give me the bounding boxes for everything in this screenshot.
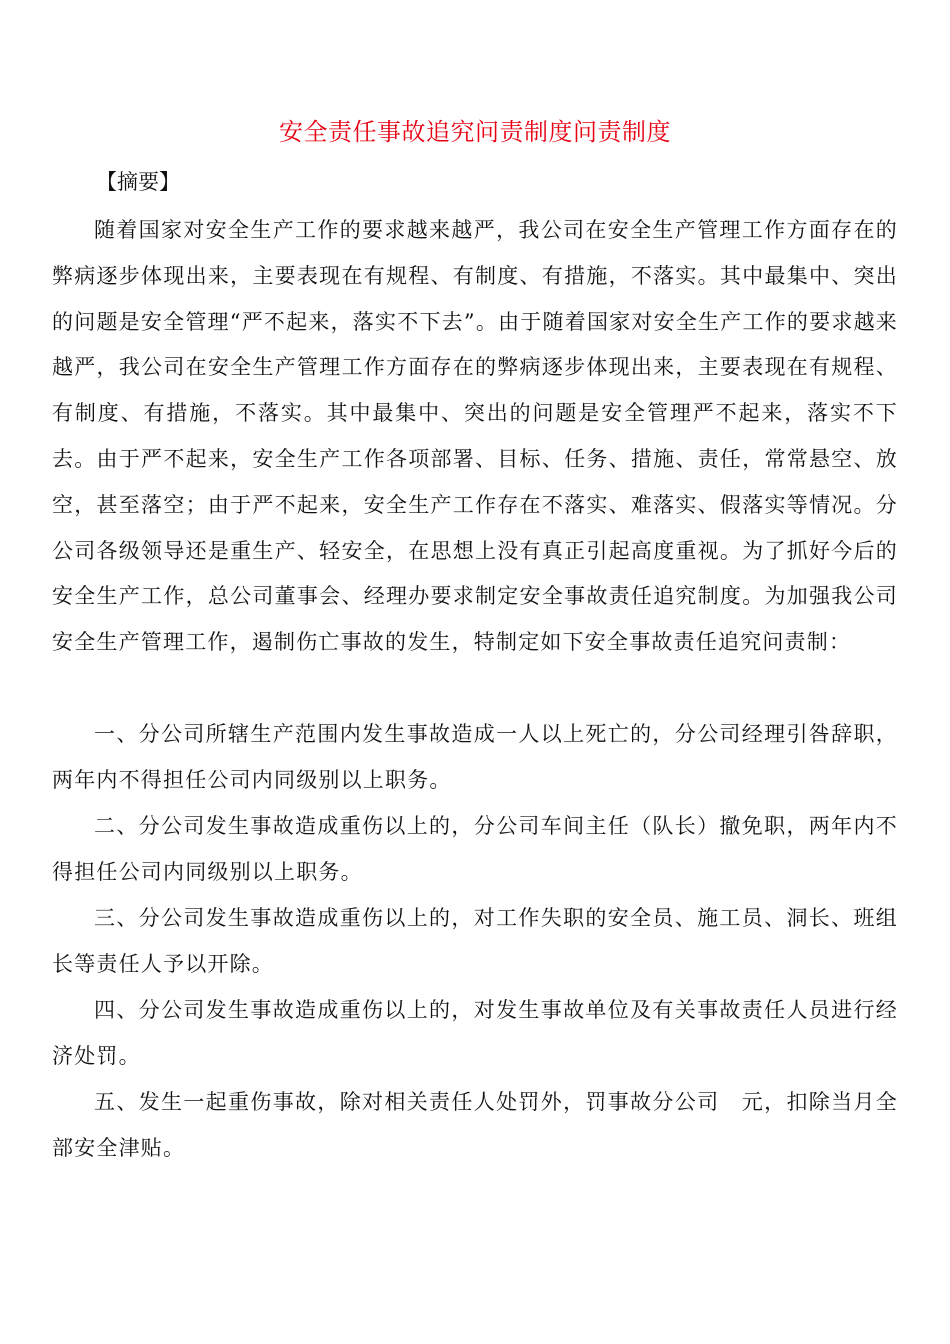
clause-1: 一、分公司所辖生产范围内发生事故造成一人以上死亡的，分公司经理引咎辞职，两年内不得担任公司内同级别以上职务。: [52, 722, 898, 792]
clause-2: 二、分公司发生事故造成重伤以上的，分公司车间主任（队长）撤免职，两年内不得担任公司内同级别以上职务。: [52, 814, 898, 884]
main-paragraph: 随着国家对安全生产工作的要求越来越严，我公司在安全生产管理工作方面存在的弊病逐步体现出来，主要表现在有规程、有制度、有措施，不落实。其中最集中、突出的问题是安全管理“严不起来，落实不下去”。由于随着国家对安全生产工作的要求越来越严，我公司在安全生产管理工作方面存在的弊病逐步体现出来，主要表现在有规程、有制度、有措施，不落实。其中最集中、突出的问题是安全管理严不起来，落实不下去。由于严不起来，安全生产工作各项部署、目标、任务、措施、责任，常常悬空、放空，甚至落空；由于严不起来，安全生产工作存在不落实、难落实、假落实等情况。分公司各级领导还是重生产、轻安全，在思想上没有真正引起高度重视。为了抓好今后的安全生产工作，总公司董事会、经理办要求制定安全事故责任追究制度。为加强我公司安全生产管理工作，遏制伤亡事故的发生，特制定如下安全事故责任追究问责制：: [52, 218, 898, 655]
document-title: 安全责任事故追究问责制度问责制度: [279, 118, 671, 146]
clause-3: 三、分公司发生事故造成重伤以上的，对工作失职的安全员、施工员、洞长、班组长等责任人予以开除。: [52, 906, 898, 976]
clause-4: 四、分公司发生事故造成重伤以上的，对发生事故单位及有关事故责任人员进行经济处罚。: [52, 998, 898, 1068]
clause-5: 五、发生一起重伤事故，除对相关责任人处罚外，罚事故分公司 元，扣除当月全部安全津贴。: [52, 1090, 898, 1160]
abstract-label: 【摘要】: [96, 170, 180, 194]
